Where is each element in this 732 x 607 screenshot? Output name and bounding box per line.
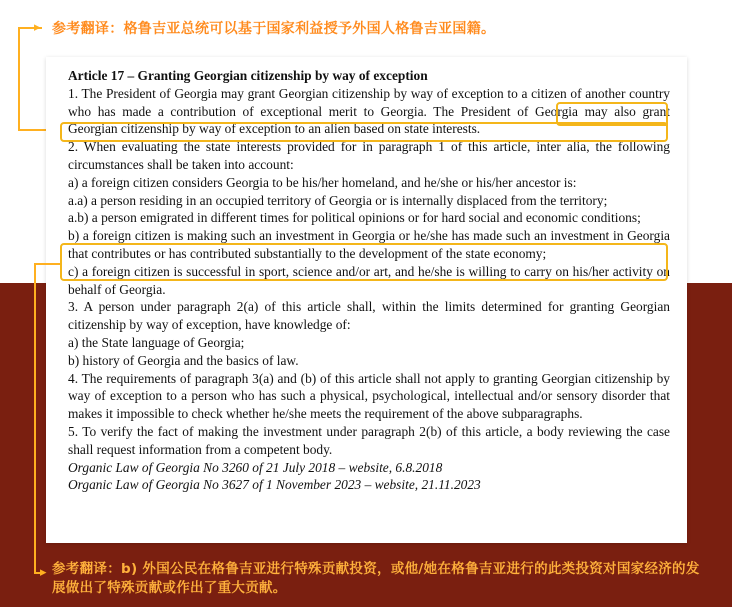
- paragraph-1-highlight: The President of Georgia may also grant Georgian citizenship by way of exception to an alien based on state interests.: [68, 103, 670, 137]
- paragraph-5: 5. To verify the fact of making the investment under paragraph 2(b) of this article, a body reviewing the case shall request information from a competent body.: [68, 423, 670, 457]
- article-heading: Article 17 – Granting Georgian citizenship by way of exception: [68, 68, 428, 83]
- highlight-box-state-interests-line2: [60, 122, 668, 142]
- paragraph-2: 2. When evaluating the state interests provided for in paragraph 1 of this article, inter alia, the following circumstances shall be taken into account:: [68, 139, 670, 172]
- top-arrow-icon: ▸: [34, 20, 41, 35]
- paragraph-2aa: a.a) a person residing in an occupied territory of Georgia or is internally displaced from the territory;: [68, 192, 608, 208]
- paragraph-2c: c) a foreign citizen is successful in sport, science and/or art, and he/she is willing to carry on his/her activity on behalf of Georgia.: [68, 263, 670, 297]
- bottom-note-connector-top: [34, 263, 60, 265]
- paragraph-1-text: 1. The President of Georgia may grant Georgian citizenship by way of exception to a citizen of another country who has made a contribution of exceptional merit to Georgia.: [68, 85, 670, 119]
- top-note-connector-vertical: [18, 27, 20, 129]
- bottom-note-connector-vertical: [34, 263, 36, 572]
- law-citation-1: Organic Law of Georgia No 3260 of 21 July 2018 – website, 6.8.2018: [68, 459, 443, 475]
- paragraph-4: 4. The requirements of paragraph 3(a) and (b) of this article shall not apply to granting Georgian citizenship by way of exception to a person who has such a physical, psychological, intellectual and/or sensory disorder that makes it impossible to check whether he/she meets the requirement of the above subparagraphs.: [68, 370, 670, 422]
- paragraph-2b: b) a foreign citizen is making such an investment in Georgia or he/she has made such an investment in Georgia that contributes or has contributed substantially to the development of the state economy;: [68, 228, 670, 261]
- bottom-arrow-icon: ▸: [40, 565, 47, 580]
- highlight-box-investment: [60, 243, 668, 281]
- bottom-translation-note: 参考翻译：b) 外国公民在格鲁吉亚进行特殊贡献投资，或他/她在格鲁吉亚进行的此类投资对国家经济的发展做出了特殊贡献或作出了重大贡献。: [52, 561, 700, 596]
- top-translation-note: 参考翻译：格鲁吉亚总统可以基于国家利益授予外国人格鲁吉亚国籍。: [52, 21, 496, 37]
- paragraph-2a: a) a foreign citizen considers Georgia to be his/her homeland, and he/she or his/her ancestor is:: [68, 174, 577, 190]
- paragraph-2ab: a.b) a person emigrated in different times for political opinions or for hard social and economic conditions;: [68, 210, 641, 226]
- paragraph-3a: a) the State language of Georgia;: [68, 334, 245, 350]
- paragraph-3: 3. A person under paragraph 2(a) of this article shall, within the limits determined for granting Georgian citizenship by way of exception, have knowledge of:: [68, 299, 670, 333]
- law-citation-2: Organic Law of Georgia No 3627 of 1 November 2023 – website, 21.11.2023: [68, 477, 481, 493]
- paragraph-3b: b) history of Georgia and the basics of law.: [68, 352, 299, 368]
